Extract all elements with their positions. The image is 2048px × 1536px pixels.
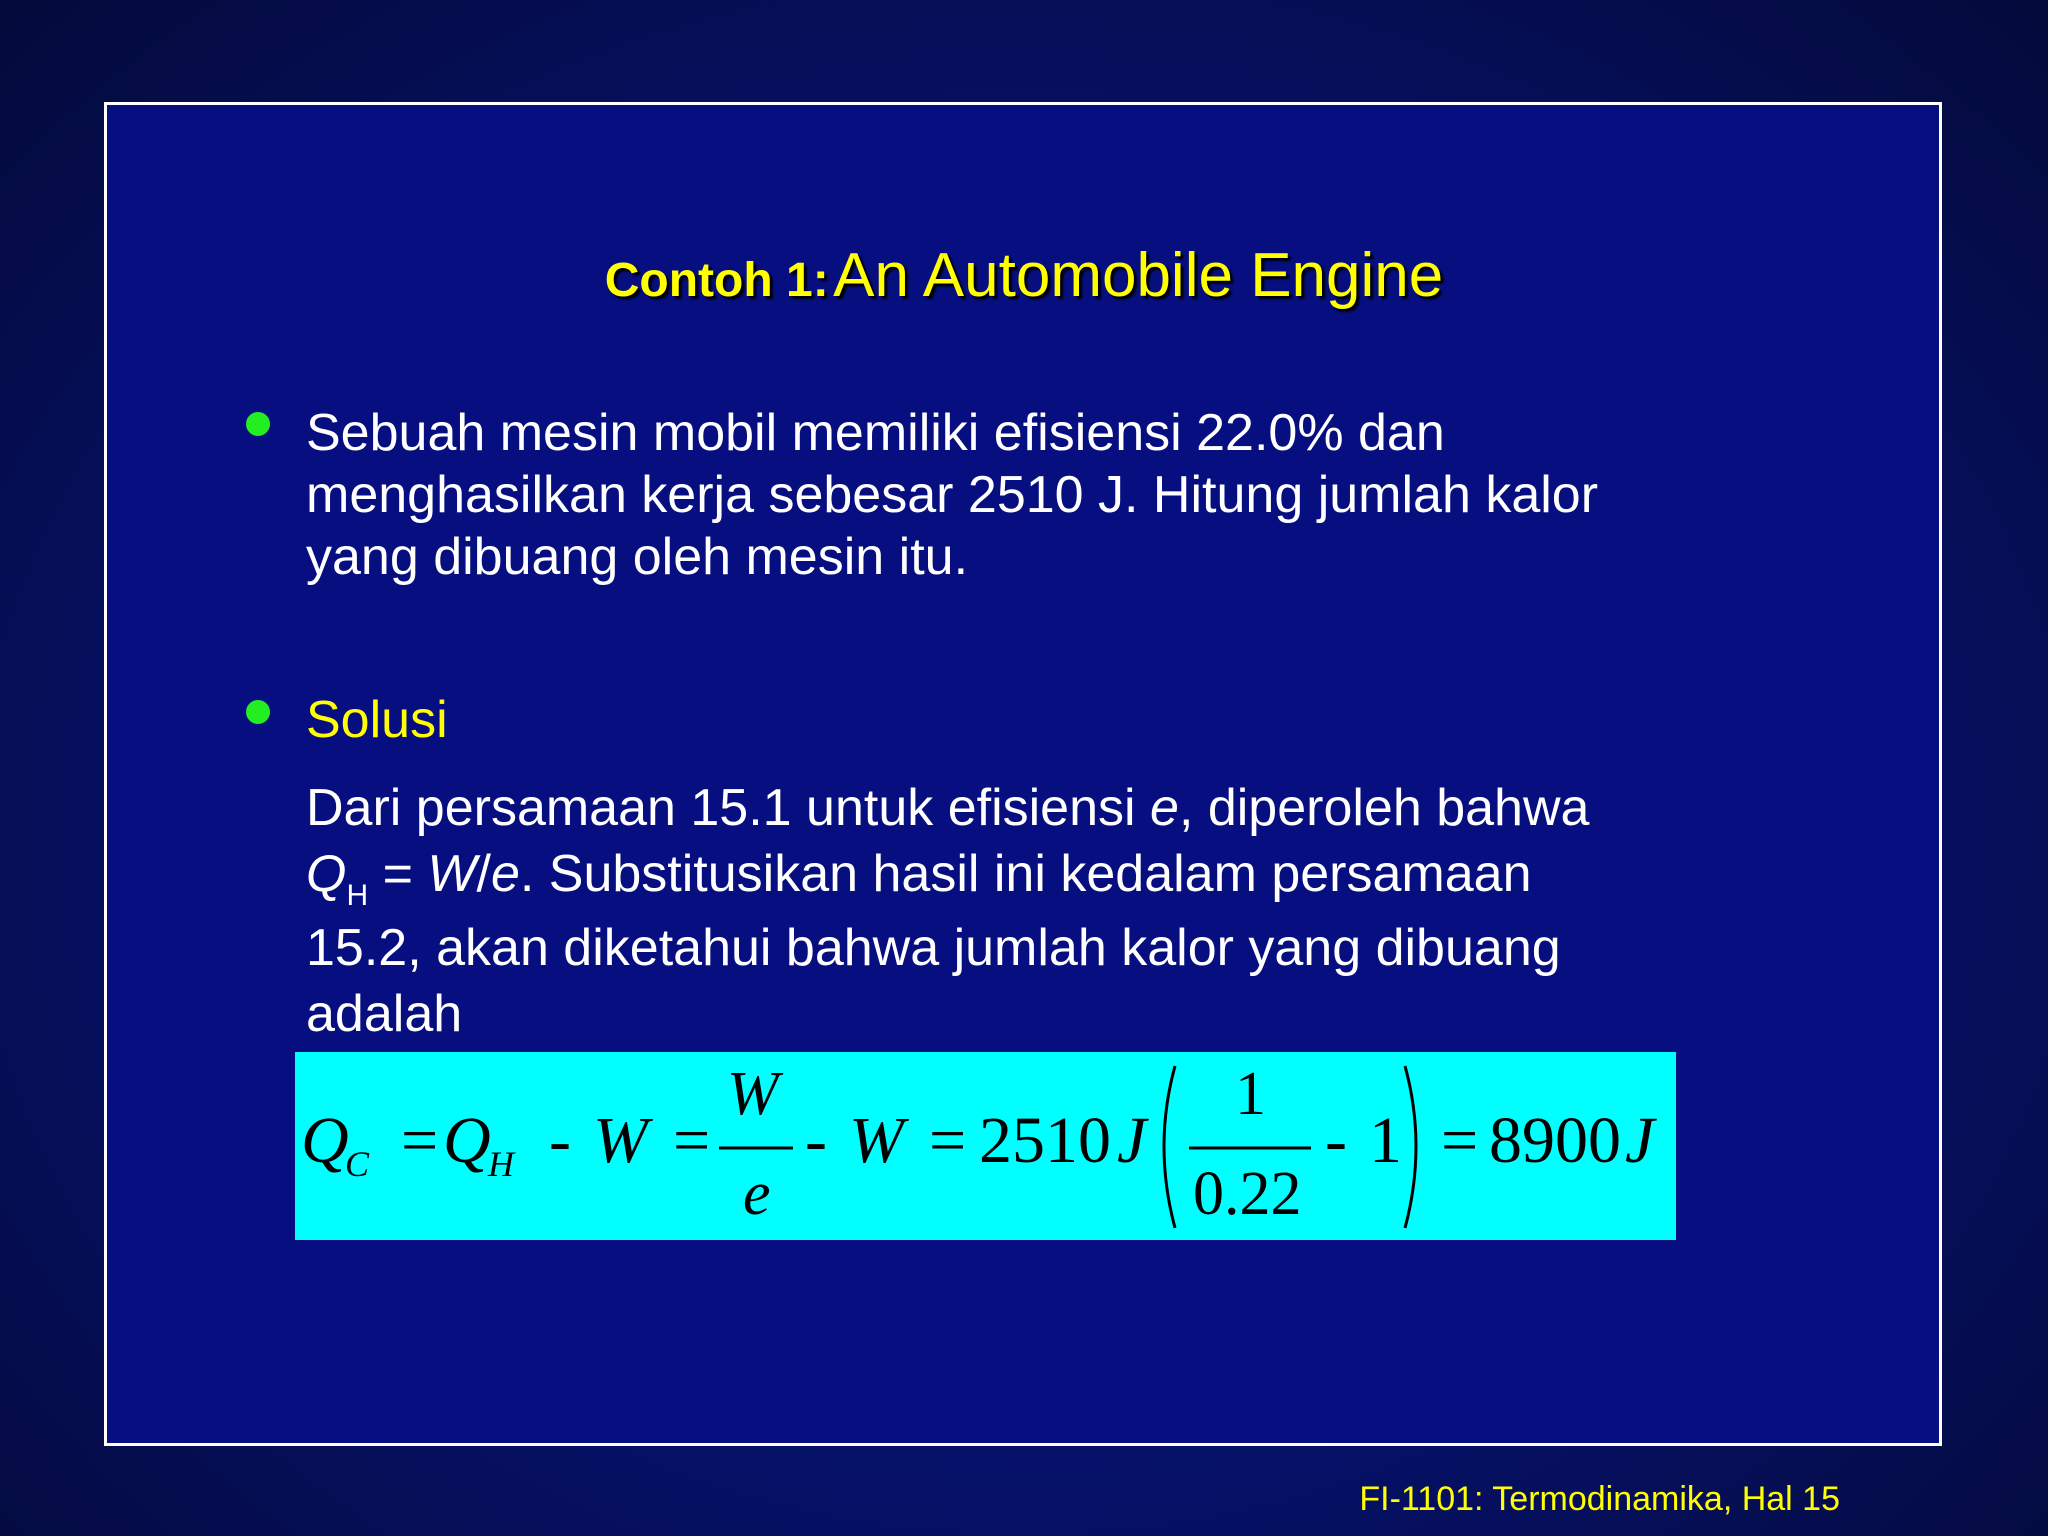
eq-equals-3: = [929, 1104, 967, 1177]
title-main: An Automobile Engine [833, 241, 1444, 310]
solution-line-2-eq: = [368, 845, 428, 903]
eq-unit-j-1: J [1117, 1104, 1147, 1177]
eq-w-2: W [849, 1104, 904, 1177]
solution-line-3: 15.2, akan diketahui bahwa jumlah kalor yang dibuang [306, 919, 1561, 977]
eq-w-1: W [593, 1104, 648, 1177]
problem-text [306, 402, 1598, 588]
eq-left-paren [1164, 1066, 1175, 1228]
slide-footer: FI-1101: Termodinamika, Hal 15 [1359, 1480, 1840, 1518]
eq-equals-4: = [1441, 1104, 1479, 1177]
eq-qh-q: Q [443, 1104, 491, 1177]
solution-line-1-a: Dari persamaan 15.1 untuk efisiensi [306, 779, 1151, 837]
solution-line-4: adalah [306, 985, 463, 1043]
solution-heading: Solusi [306, 691, 448, 749]
solution-text [306, 775, 1589, 1047]
solution-line-1 [306, 775, 1589, 841]
eq-right-paren [1405, 1066, 1416, 1228]
eq-qh-sub: H [488, 1144, 514, 1184]
problem-line-1: Sebuah mesin mobil memiliki efisiensi 22.0% dan [306, 404, 1445, 462]
eq-minus-1: - [549, 1104, 571, 1177]
solution-line-2 [306, 841, 1589, 915]
eq-qc-sub: C [345, 1144, 370, 1184]
solution-line-2-rest: . Substitusikan hasil ini kedalam persamaan [519, 845, 1532, 903]
eq-equals-1: = [401, 1104, 439, 1177]
slide-title [0, 240, 2048, 311]
solution-qh-q: Q [306, 845, 347, 903]
eq-minus-3: - [1325, 1104, 1347, 1177]
solution-line-1-b: , diperoleh bahwa [1178, 779, 1590, 837]
title-prefix: Contoh 1: [604, 254, 829, 307]
solution-line-1-e: e [1150, 779, 1179, 837]
eq-value-2510: 2510 [979, 1104, 1111, 1177]
eq-frac-den-022: 0.22 [1193, 1160, 1302, 1228]
eq-value-8900: 8900 [1489, 1104, 1621, 1177]
eq-frac-num-w: W [727, 1060, 779, 1128]
eq-qc-q: Q [301, 1104, 349, 1177]
eq-frac-den-e: e [743, 1160, 771, 1228]
problem-line-3: yang dibuang oleh mesin itu. [306, 528, 969, 586]
solution-line-2-e: e [490, 845, 520, 903]
equation-svg [295, 1052, 1676, 1240]
eq-frac-num-1: 1 [1235, 1060, 1266, 1128]
problem-line-2: menghasilkan kerja sebesar 2510 J. Hitung jumlah kalor [306, 466, 1599, 524]
solution-line-2-w: W [427, 845, 477, 903]
solution-line-2-slash: / [476, 845, 491, 903]
eq-minus-2: - [805, 1104, 827, 1177]
eq-one: 1 [1369, 1104, 1402, 1177]
bullet-dot-problem [246, 412, 270, 436]
solution-qh-sub: H [346, 879, 369, 912]
eq-equals-2: = [673, 1104, 711, 1177]
equation-box [295, 1052, 1676, 1240]
eq-unit-j-2: J [1625, 1104, 1655, 1177]
bullet-dot-solution [246, 700, 270, 724]
